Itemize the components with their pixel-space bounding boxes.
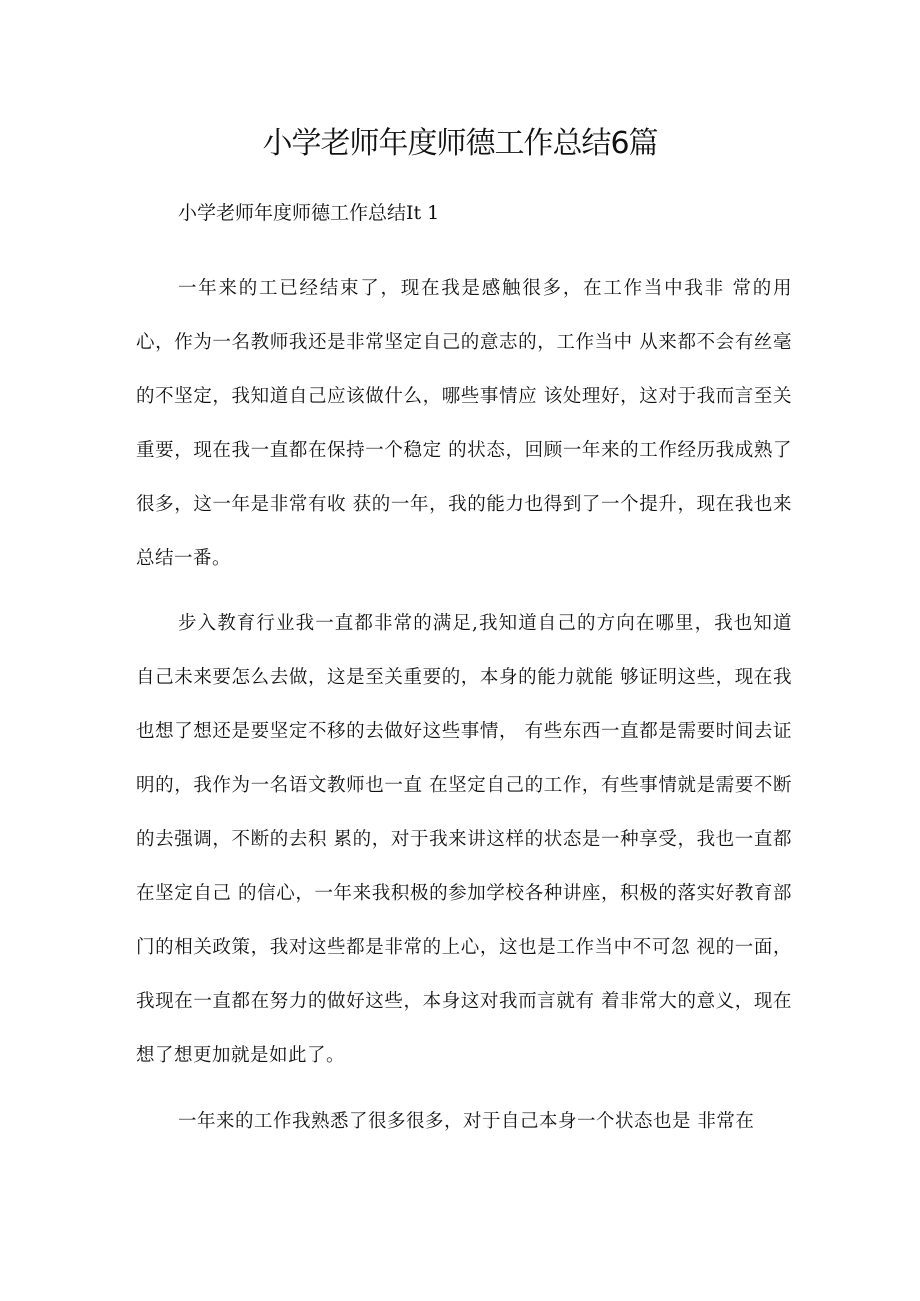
paragraph-3: 一年来的工作我熟悉了很多很多，对于自己本身一个状态也是 非常在 (178, 1111, 755, 1132)
paragraph-2: 步入教育行业我一直都非常的满足,我知道自己的方向在哪里，我也知道自己未来要怎么去做，这是至关重要的，本身的能力就能 够证明这些，现在我也想了想还是要坚定不移的去做好这些事情， 有些东西一直都是需要时间去证明的，我作为一名语文教师也一直 在坚定自己的工作，有些事情就是需要不断的去强调，不断的去积 累的，对于我来讲这样的状态是一种享受，我也一直都在坚定自己 的信心，一年来我积极的参加学校各种讲座，积极的落实好教育部 门的相关政策，我对这些都是非常的上心，这也是工作当中不可忽 视的一面，我现在一直都在努力的做好这些，本身这对我而言就有 着非常大的意义，现在想了想更加就是如此了。 (136, 613, 792, 1066)
document-title: 小学老师年度师德工作总结6篇 (262, 126, 658, 161)
section-heading: 小学老师年度师德工作总结It 1 (178, 202, 440, 224)
paragraph-1: 一年来的工已经结束了，现在我是感触很多，在工作当中我非 常的用心，作为一名教师我还是非常坚定自己的意志的，工作当中 从来都不会有丝毫的不坚定，我知道自己应该做什么，哪些事情应 该处理好，这对于我而言至关重要，现在我一直都在保持一个稳定 的状态，回顾一年来的工作经历我成熟了很多，这一年是非常有收 获的一年，我的能力也得到了一个提升，现在我也来总结一番。 (136, 278, 792, 569)
